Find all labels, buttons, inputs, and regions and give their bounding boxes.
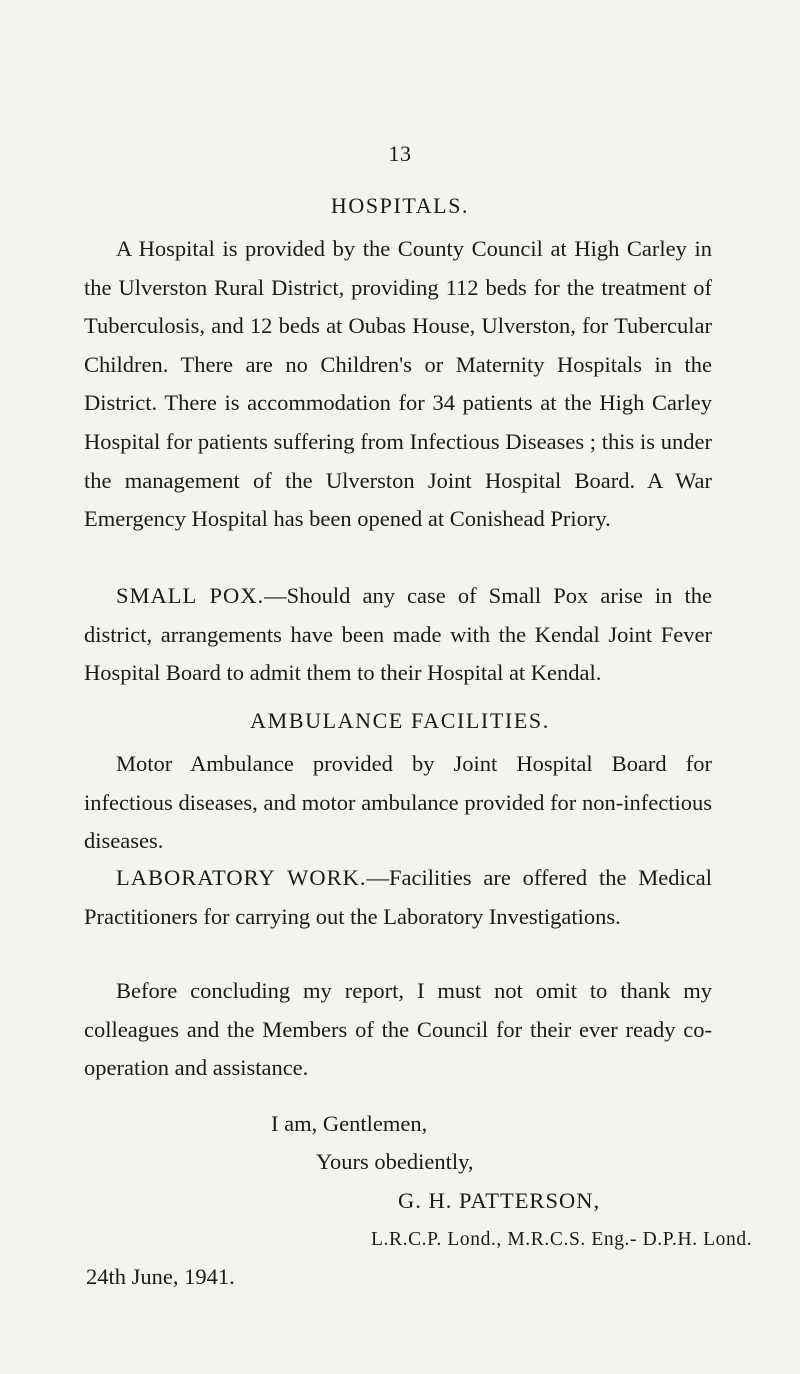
ambulance-paragraph bbox=[84, 745, 712, 861]
concluding-paragraph bbox=[84, 972, 712, 1088]
ambulance-heading: AMBULANCE FACILITIES. bbox=[250, 708, 550, 733]
report-date: 24th June, 1941. bbox=[86, 1264, 235, 1289]
hospitals-heading: HOSPITALS. bbox=[330, 193, 470, 218]
hospitals-paragraph bbox=[84, 230, 712, 539]
laboratory-body: —Facilities are offered the Medical Practitioners for carrying out the Laboratory Investigations. bbox=[84, 865, 712, 929]
small-pox-lead-in: SMALL POX. bbox=[116, 583, 265, 608]
signatory-name: G. H. PATTERSON, bbox=[398, 1188, 601, 1213]
signatory-qualifications: L.R.C.P. Lond., M.R.C.S. Eng.- D.P.H. Lond. bbox=[371, 1229, 753, 1250]
small-pox-body: —Should any case of Small Pox arise in the district, arrangements have been made with the Kendal Joint Fever Hospital Board to admit them to their Hospital at Kendal. bbox=[84, 583, 712, 686]
ambulance-body: Motor Ambulance provided by Joint Hospital Board for infectious diseases, and motor ambulance provided for non-infectious diseases. bbox=[84, 751, 712, 854]
page-number: 13 bbox=[388, 141, 412, 166]
hospitals-body: A Hospital is provided by the County Council at High Carley in the Ulverston Rural District, providing 112 beds for the treatment of Tuberculosis, and 12 beds at Oubas House, Ulverston, for Tubercular Children. There are no Children's or Maternity Hospitals in the District. There is accommodation for 34 patients at the High Carley Hospital for patients suffering from Infectious Diseases ; this is under the management of the Ulverston Joint Hospital Board. A War Emergency Hospital has been opened at Conishead Priory. bbox=[84, 236, 712, 532]
closing-valediction: Yours obediently, bbox=[316, 1149, 474, 1174]
laboratory-paragraph bbox=[84, 859, 712, 936]
laboratory-lead-in: LABORATORY WORK. bbox=[116, 865, 367, 890]
closing-salutation: I am, Gentlemen, bbox=[271, 1111, 428, 1136]
small-pox-paragraph bbox=[84, 577, 712, 693]
concluding-body: Before concluding my report, I must not omit to thank my colleagues and the Members of the Council for their ever ready co-operation and assistance. bbox=[84, 978, 712, 1081]
